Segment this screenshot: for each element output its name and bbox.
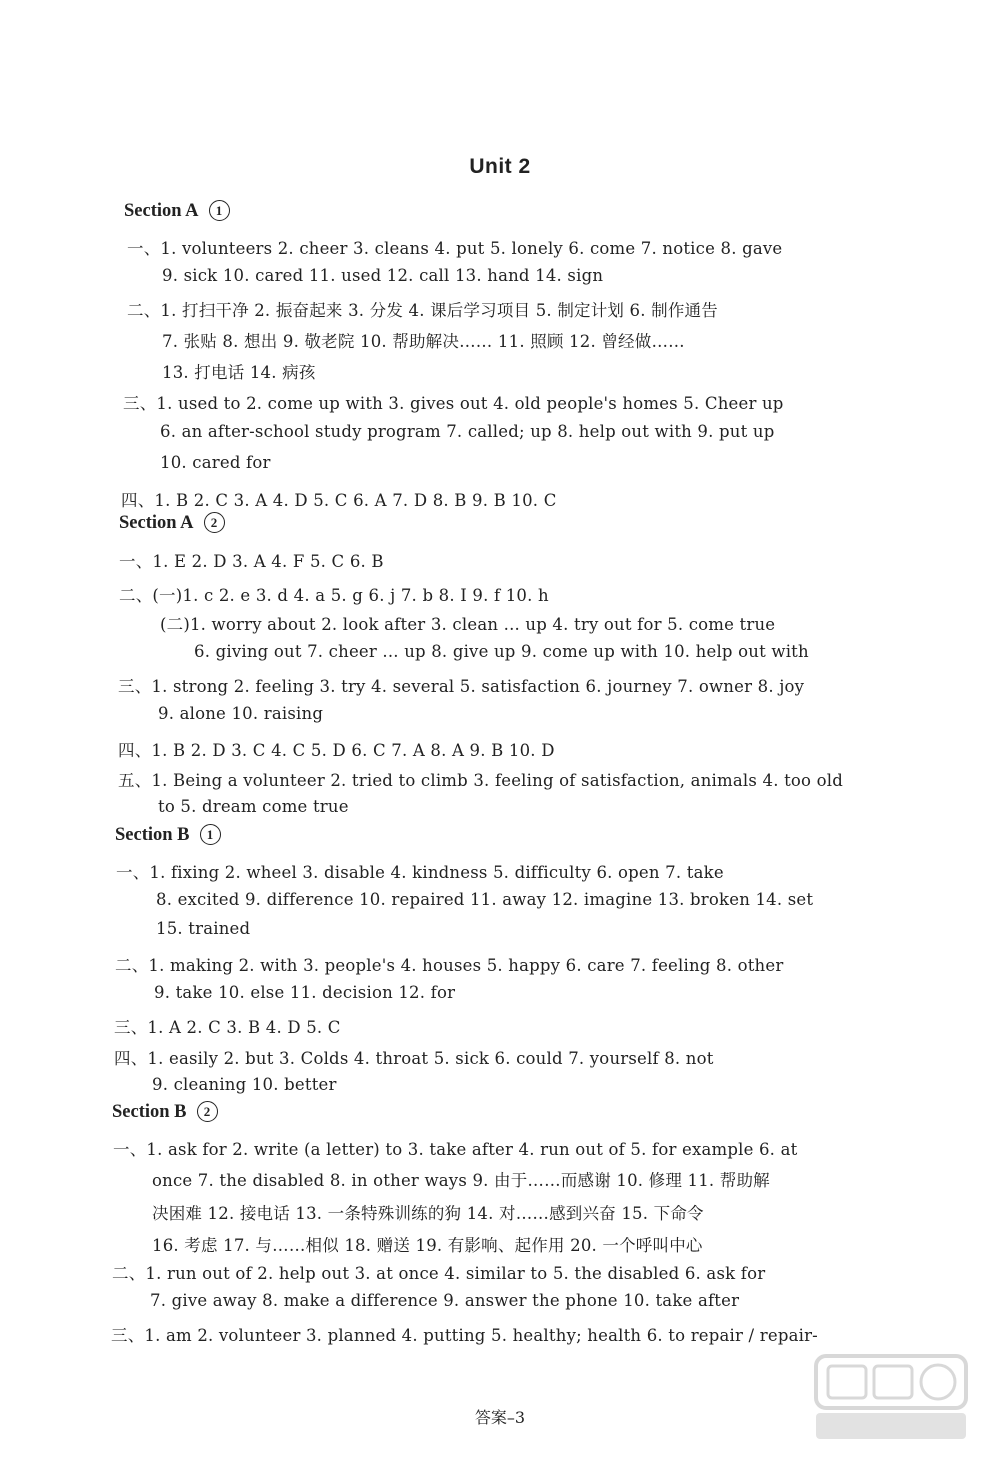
answer-line: 8. excited 9. difference 10. repaired 11. away 12. imagine 13. broken 14. set — [156, 890, 814, 909]
answer-line: to 5. dream come true — [158, 797, 349, 816]
answer-line: 三、1. strong 2. feeling 3. try 4. several 5. satisfaction 6. journey 7. owner 8. joy — [118, 677, 805, 696]
answer-line: 四、1. B 2. D 3. C 4. C 5. D 6. C 7. A 8. A 9. B 10. D — [118, 741, 555, 760]
answer-line: 一、1. volunteers 2. cheer 3. cleans 4. put 5. lonely 6. come 7. notice 8. gave — [127, 239, 783, 258]
answer-line: (二)1. worry about 2. look after 3. clean ... up 4. try out for 5. come true — [160, 615, 776, 634]
section-heading: Section A 1 — [124, 200, 230, 222]
answer-line: 一、1. fixing 2. wheel 3. disable 4. kindness 5. difficulty 6. open 7. take — [116, 863, 724, 882]
section-heading: Section B 2 — [112, 1101, 218, 1123]
answer-line: 6. giving out 7. cheer ... up 8. give up 9. come up with 10. help out with — [194, 642, 809, 661]
answer-line: 决困难 12. 接电话 13. 一条特殊训练的狗 14. 对……感到兴奋 15. 下命令 — [152, 1204, 704, 1223]
page-footer: 答案–3 — [474, 1408, 526, 1427]
answer-line: 三、1. am 2. volunteer 3. planned 4. putting 5. healthy; health 6. to repair / repair- — [111, 1326, 818, 1345]
answer-line: 三、1. used to 2. come up with 3. gives out 4. old people's homes 5. Cheer up — [123, 394, 784, 413]
answer-line: 9. take 10. else 11. decision 12. for — [154, 983, 456, 1002]
answer-line: once 7. the disabled 8. in other ways 9. 由于……而感谢 10. 修理 11. 帮助解 — [152, 1171, 770, 1190]
answer-line: 四、1. B 2. C 3. A 4. D 5. C 6. A 7. D 8. B 9. B 10. C — [121, 491, 557, 510]
answer-line: 二、1. 打扫干净 2. 振奋起来 3. 分发 4. 课后学习项目 5. 制定计划 6. 制作通告 — [127, 301, 718, 320]
answer-line: 四、1. easily 2. but 3. Colds 4. throat 5. sick 6. could 7. yourself 8. not — [114, 1049, 714, 1068]
circled-number: 1 — [209, 200, 230, 221]
answer-line: 7. 张贴 8. 想出 9. 敬老院 10. 帮助解决…… 11. 照顾 12. 曾经做…… — [162, 332, 685, 351]
answer-line: 9. sick 10. cared 11. used 12. call 13. hand 14. sign — [162, 266, 604, 285]
answer-line: 6. an after-school study program 7. called; up 8. help out with 9. put up — [160, 422, 775, 441]
answer-line: 15. trained — [156, 919, 251, 938]
watermark-logo — [808, 1351, 978, 1446]
circled-number: 2 — [204, 512, 225, 533]
answer-line: 7. give away 8. make a difference 9. answer the phone 10. take after — [150, 1291, 740, 1310]
answer-line: 二、1. making 2. with 3. people's 4. houses 5. happy 6. care 7. feeling 8. other — [115, 956, 784, 975]
circled-number: 1 — [200, 824, 221, 845]
answer-line: 一、1. E 2. D 3. A 4. F 5. C 6. B — [119, 552, 384, 571]
answer-line: 二、1. run out of 2. help out 3. at once 4. similar to 5. the disabled 6. ask for — [112, 1264, 766, 1283]
answer-line: 13. 打电话 14. 病孩 — [162, 363, 316, 382]
answer-line: 二、(一)1. c 2. e 3. d 4. a 5. g 6. j 7. b 8. I 9. f 10. h — [119, 586, 549, 605]
page-title: Unit 2 — [469, 155, 531, 178]
answer-line: 10. cared for — [160, 453, 271, 472]
answer-line: 9. alone 10. raising — [158, 704, 324, 723]
answer-line: 16. 考虑 17. 与……相似 18. 赠送 19. 有影响、起作用 20. 一个呼叫中心 — [152, 1236, 703, 1255]
section-heading: Section A 2 — [119, 512, 225, 534]
section-heading: Section B 1 — [115, 824, 221, 846]
circled-number: 2 — [197, 1101, 218, 1122]
answer-line: 一、1. ask for 2. write (a letter) to 3. take after 4. run out of 5. for example 6. at — [113, 1140, 798, 1159]
answer-line: 五、1. Being a volunteer 2. tried to climb 3. feeling of satisfaction, animals 4. too old — [118, 771, 843, 790]
answer-line: 三、1. A 2. C 3. B 4. D 5. C — [114, 1018, 341, 1037]
answer-line: 9. cleaning 10. better — [152, 1075, 337, 1094]
